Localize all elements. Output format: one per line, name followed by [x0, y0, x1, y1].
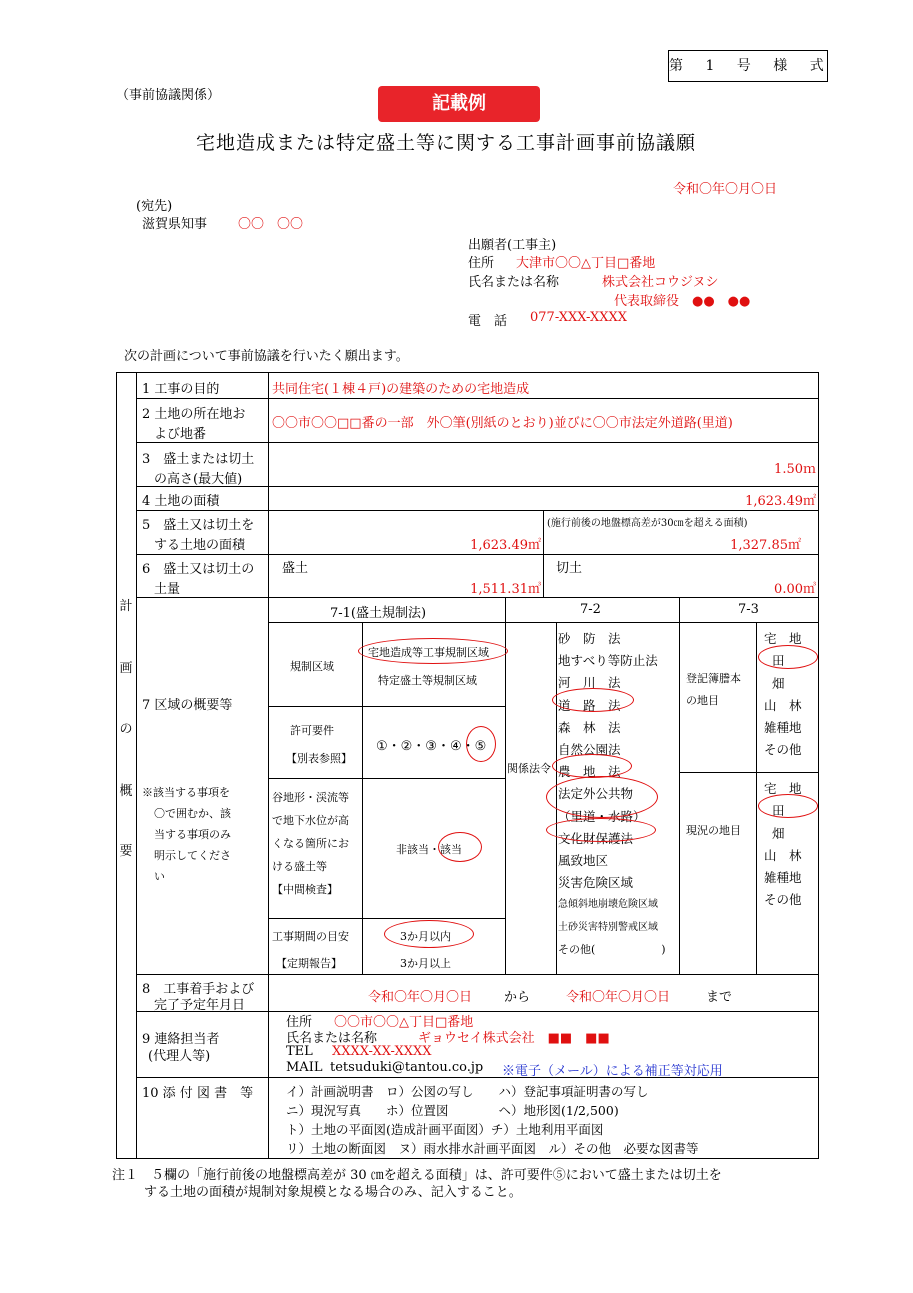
row5-value2: 1,327.85㎡	[730, 538, 801, 553]
addressee-person: 〇〇 〇〇	[238, 217, 304, 232]
applicant-address: 大津市〇〇△丁目□番地	[516, 256, 656, 271]
laws-list: 砂 防 法 地すべり等防止法 河 川 法 道 路 法 森 林 法 自然公園法 農 地 法 法定外公共物 （里道・水路） 文化財保護法 風致地区 災害危険区域 急傾斜地崩壊危険区域 土砂災害特別警戒区域 その他( )	[558, 631, 666, 956]
row4-label: 4 土地の面積	[142, 494, 220, 509]
row2-label: 2 土地の所在地お	[142, 407, 246, 422]
row9-tel-label: TEL	[286, 1044, 313, 1059]
selection-circle	[466, 726, 496, 762]
permit-ref: 【別表参照】	[286, 752, 352, 765]
registry-land-types: 宅 地 田 畑 山 林 雑種地 その他	[764, 631, 802, 758]
row8-end: 令和〇年〇月〇日	[566, 990, 671, 1005]
period-option: 3か月以上	[400, 957, 451, 970]
form-number: 第 1 号 様 式	[668, 50, 828, 82]
row8-label: 8 工事着手および	[142, 982, 255, 997]
row1-label: 1 工事の目的	[142, 382, 220, 397]
row3-label: 3 盛土または切土	[142, 452, 255, 467]
addressee-name: 滋賀県知事	[142, 217, 208, 232]
applicant-phone: 077-XXX-XXXX	[530, 310, 627, 325]
applicant-address-label: 住所	[468, 256, 495, 271]
addressee-label: (宛先)	[136, 199, 173, 214]
row5-label: する土地の面積	[154, 538, 246, 553]
row9-mail-note: ※電子（メール）による補正等対応用	[502, 1064, 723, 1079]
valley-options: 非該当・該当	[396, 843, 462, 856]
applicant-heading: 出願者(工事主)	[468, 238, 557, 253]
row2-value: 〇〇市〇〇□□番の一部 外〇筆(別紙のとおり)並びに〇〇市法定外道路(里道)	[272, 416, 733, 431]
side-label-char: 概	[119, 784, 133, 799]
footnote: する土地の面積が規制対象規模となる場合のみ、記入すること。	[144, 1185, 522, 1200]
selection-circle	[546, 776, 658, 818]
period-label: 工事期間の目安	[272, 930, 349, 943]
row6-cut-value: 0.00㎥	[774, 582, 816, 597]
reg-area-option: 特定盛土等規制区域	[378, 674, 477, 687]
row6-fill-label: 盛土	[282, 561, 309, 576]
permit-options: ①・②・③・④・⑤	[376, 739, 487, 754]
valley-label: 谷地形・渓流等 で地下水位が高 くなる箇所にお ける盛土等 【中間検査】	[272, 791, 349, 896]
row8-from: から	[504, 990, 531, 1005]
side-label-char: 要	[119, 844, 133, 859]
row9-address: 〇〇市〇〇△丁目□番地	[334, 1015, 474, 1030]
applicant-phone-label: 電 話	[468, 314, 508, 329]
row8-label: 完了予定年月日	[154, 998, 246, 1013]
page-title: 宅地造成または特定盛土等に関する工事計画事前協議願	[196, 132, 697, 154]
row9-mail-label: MAIL	[286, 1060, 323, 1075]
row9-name-label: 氏名または名称	[286, 1031, 378, 1046]
header-7-1: 7-1(盛土規制法)	[330, 606, 427, 621]
row2-label: よび地番	[154, 427, 207, 442]
row8-start: 令和〇年〇月〇日	[368, 990, 473, 1005]
row9-label: 9 連絡担当者	[142, 1032, 220, 1047]
row1-value: 共同住宅(１棟４戸)の建築のための宅地造成	[272, 382, 530, 397]
row6-label: 6 盛土又は切土の	[142, 562, 255, 577]
row9-label: (代理人等)	[148, 1049, 211, 1064]
side-label-char: 計	[119, 599, 133, 614]
selection-circle	[552, 754, 632, 778]
footnote: 注１ ５欄の「施行前後の地盤標高差が 30 ㎝を超える面積」は、許可要件⑤において盛土または切土を	[112, 1168, 722, 1183]
row7-label: 7 区域の概要等	[142, 698, 233, 713]
selection-circle	[384, 920, 474, 948]
attachments-list: イ）計画説明書 ロ）公図の写し ハ）登記事項証明書の写し ニ）現況写真 ホ）位置図 ヘ）地形図(1/2,500) ト）土地の平面図(造成計画平面図）チ）土地利用平面図 リ）土地の断面図 ヌ）雨水排水計画平面図 ル）その他 必要な図書等	[286, 1084, 699, 1156]
reg-area-option: 宅地造成等工事規制区域	[368, 646, 489, 659]
side-label-char: 画	[119, 661, 133, 676]
header-7-2: 7-2	[580, 602, 601, 617]
row9-tel: XXXX-XX-XXXX	[332, 1044, 432, 1059]
row5-value: 1,623.49㎡	[470, 538, 541, 553]
current-land-types: 宅 地 田 畑 山 林 雑種地 その他	[764, 781, 802, 908]
row5-note: (施行前後の地盤標高差が30㎝を超える面積)	[547, 518, 748, 529]
row10-label: 10 添 付 図 書 等	[142, 1086, 254, 1101]
side-label-char: の	[119, 722, 133, 737]
applicant-representative: 代表取締役 ●● ●●	[614, 294, 751, 309]
current-label: 現況の地目	[686, 824, 741, 837]
selection-circle	[758, 794, 818, 818]
intro-text: 次の計画について事前協議を行いたく願出ます。	[124, 349, 409, 364]
permit-label: 許可要件	[290, 724, 334, 737]
row6-fill-value: 1,511.31㎥	[470, 582, 541, 597]
row7-note: ※該当する事項を 〇で囲むか、該 当する事項のみ 明示してくださ い	[142, 786, 231, 883]
related-laws-label: 関係法令	[507, 762, 551, 775]
row8-until: まで	[706, 990, 733, 1005]
reg-area-label: 規制区域	[290, 660, 334, 673]
row6-cut-label: 切土	[556, 561, 583, 576]
example-badge: 記載例	[378, 86, 540, 122]
row3-label: の高さ(最大値)	[154, 472, 243, 487]
applicant-name-label: 氏名または名称	[468, 275, 560, 290]
selection-circle	[358, 638, 508, 664]
selection-circle	[758, 645, 818, 669]
selection-circle	[438, 832, 482, 862]
period-option: 3か月以内	[400, 930, 451, 943]
row9-name: ギョウセイ株式会社 ■■ ■■	[418, 1031, 610, 1046]
submission-date: 令和〇年〇月〇日	[673, 182, 778, 197]
row9-mail: tetsuduki@tantou.co.jp	[330, 1060, 484, 1075]
selection-circle	[546, 818, 656, 842]
row9-address-label: 住所	[286, 1015, 313, 1030]
registry-label: 登記簿謄本 の地目	[686, 672, 741, 707]
header-7-3: 7-3	[738, 602, 759, 617]
selection-circle	[552, 688, 634, 712]
row3-value: 1.50ｍ	[774, 462, 816, 477]
row4-value: 1,623.49㎡	[745, 494, 816, 509]
period-ref: 【定期報告】	[276, 957, 342, 970]
row5-label: 5 盛土又は切土を	[142, 518, 255, 533]
applicant-company: 株式会社コウジヌシ	[602, 275, 719, 290]
category-label: （事前協議関係）	[116, 88, 221, 103]
row6-label: 土量	[154, 582, 181, 597]
